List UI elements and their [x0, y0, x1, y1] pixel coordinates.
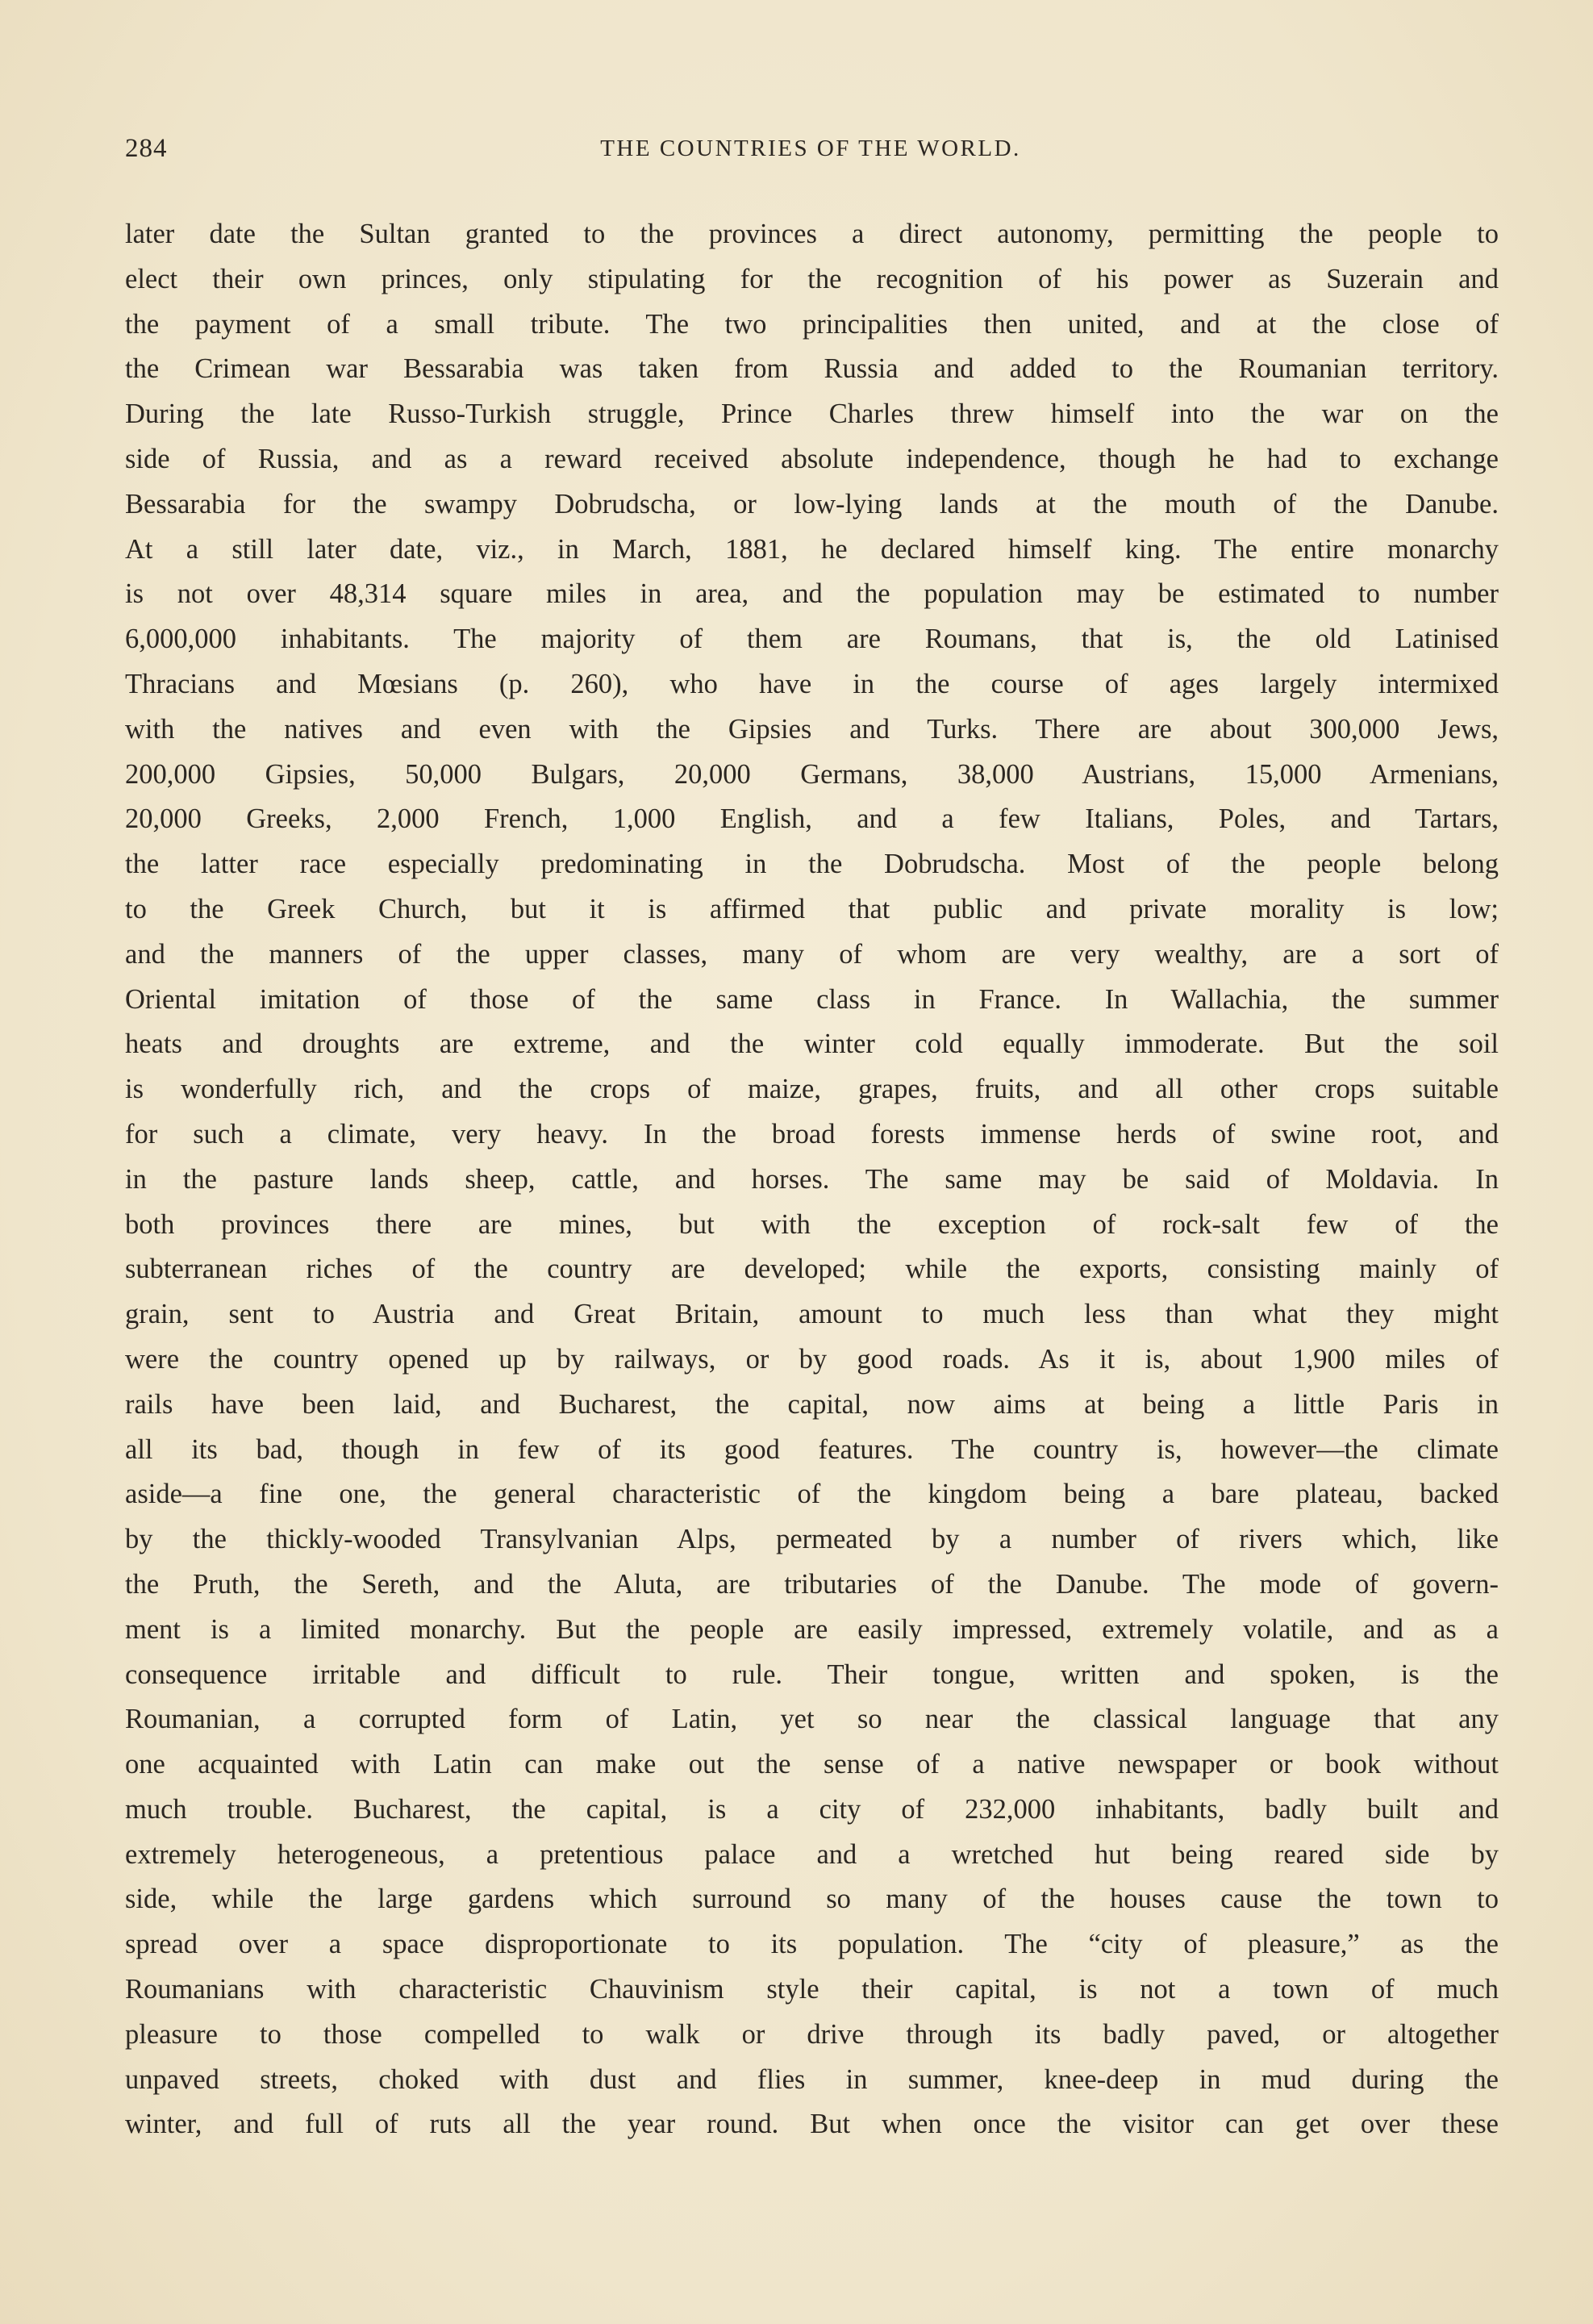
- text-line: much trouble. Bucharest, the capital, is a city of 232,000 inhabitants, badly built and: [125, 1793, 1499, 1825]
- text-line: pleasure to those compelled to walk or drive through its badly paved, or altogether: [125, 2018, 1499, 2050]
- text-line: Bessarabia for the swampy Dobrudscha, or low-lying lands at the mouth of the Danube.: [125, 488, 1499, 519]
- running-head: THE COUNTRIES OF THE WORLD.: [600, 136, 1021, 161]
- text-line: grain, sent to Austria and Great Britain, amount to much less than what they might: [125, 1299, 1499, 1330]
- text-line: the Crimean war Bessarabia was taken from Russia and added to the Roumanian territory.: [125, 353, 1499, 385]
- text-line: with the natives and even with the Gipsies and Turks. There are about 300,000 Jews,: [125, 713, 1499, 745]
- text-line: unpaved streets, choked with dust and flies in summer, knee-deep in mud during the: [125, 2063, 1499, 2095]
- text-line: winter, and full of ruts all the year round. But when once the visitor can get over these: [125, 2109, 1499, 2140]
- text-line: to the Greek Church, but it is affirmed that public and private morality is low;: [125, 893, 1499, 924]
- body-text: [125, 212, 1499, 2147]
- text-line: all its bad, though in few of its good features. The country is, however—the climate: [125, 1433, 1499, 1465]
- text-line: side, while the large gardens which surround so many of the houses cause the town to: [125, 1884, 1499, 1915]
- text-line: heats and droughts are extreme, and the winter cold equally immoderate. But the soil: [125, 1028, 1499, 1060]
- text-line: During the late Russo-Turkish struggle, Prince Charles threw himself into the war on the: [125, 398, 1499, 430]
- text-line: extremely heterogeneous, a pretentious palace and a wretched hut being reared side by: [125, 1838, 1499, 1870]
- text-line: is wonderfully rich, and the crops of maize, grapes, fruits, and all other crops suitable: [125, 1074, 1499, 1105]
- text-line: by the thickly-wooded Transylvanian Alps, permeated by a number of rivers which, like: [125, 1524, 1499, 1555]
- text-line: were the country opened up by railways, or by good roads. As it is, about 1,900 miles of: [125, 1343, 1499, 1375]
- text-line: aside—a fine one, the general characteristic of the kingdom being a bare plateau, backed: [125, 1479, 1499, 1510]
- text-line: 200,000 Gipsies, 50,000 Bulgars, 20,000 Germans, 38,000 Austrians, 15,000 Armenians,: [125, 758, 1499, 790]
- text-line: one acquainted with Latin can make out the sense of a native newspaper or book without: [125, 1749, 1499, 1780]
- text-line: Oriental imitation of those of the same class in France. In Wallachia, the summer: [125, 983, 1499, 1015]
- text-line: later date the Sultan granted to the provinces a direct autonomy, permitting the people to: [125, 219, 1499, 249]
- text-line: and the manners of the upper classes, many of whom are very wealthy, are a sort of: [125, 938, 1499, 970]
- text-line: the latter race especially predominating in the Dobrudscha. Most of the people belong: [125, 849, 1499, 880]
- text-line: in the pasture lands sheep, cattle, and horses. The same may be said of Moldavia. In: [125, 1163, 1499, 1195]
- text-line: elect their own princes, only stipulating for the recognition of his power as Suzerain and: [125, 263, 1499, 294]
- text-line: both provinces there are mines, but with the exception of rock-salt few of the: [125, 1208, 1499, 1240]
- text-line: for such a climate, very heavy. In the broad forests immense herds of swine root, and: [125, 1118, 1499, 1149]
- text-line: consequence irritable and difficult to rule. Their tongue, written and spoken, is the: [125, 1659, 1499, 1690]
- text-line: At a still later date, viz., in March, 1881, he declared himself king. The entire monarchy: [125, 533, 1499, 565]
- text-line: Roumanians with characteristic Chauvinism style their capital, is not a town of much: [125, 1974, 1499, 2005]
- text-line: 6,000,000 inhabitants. The majority of them are Roumans, that is, the old Latinised: [125, 624, 1499, 655]
- page-number: 284: [125, 134, 168, 163]
- text-line: Roumanian, a corrupted form of Latin, yet so near the classical language that any: [125, 1704, 1499, 1735]
- text-line: subterranean riches of the country are developed; while the exports, consisting mainly of: [125, 1254, 1499, 1285]
- text-line: side of Russia, and as a reward received absolute independence, though he had to exchange: [125, 443, 1499, 474]
- text-line: is not over 48,314 square miles in area, and the population may be estimated to number: [125, 578, 1499, 610]
- text-line: the payment of a small tribute. The two principalities then united, and at the close of: [125, 308, 1499, 340]
- page-header: [125, 134, 1496, 166]
- text-line: the Pruth, the Sereth, and the Aluta, are tributaries of the Danube. The mode of govern-: [125, 1568, 1499, 1600]
- text-line: ment is a limited monarchy. But the people are easily impressed, extremely volatile, and as a: [125, 1613, 1499, 1645]
- text-line: Thracians and Mœsians (p. 260), who have in the course of ages largely intermixed: [125, 668, 1499, 699]
- text-line: rails have been laid, and Bucharest, the capital, now aims at being a little Paris in: [125, 1388, 1499, 1420]
- text-line: 20,000 Greeks, 2,000 French, 1,000 English, and a few Italians, Poles, and Tartars,: [125, 803, 1499, 835]
- text-line: spread over a space disproportionate to its population. The “city of pleasure,” as the: [125, 1929, 1499, 1960]
